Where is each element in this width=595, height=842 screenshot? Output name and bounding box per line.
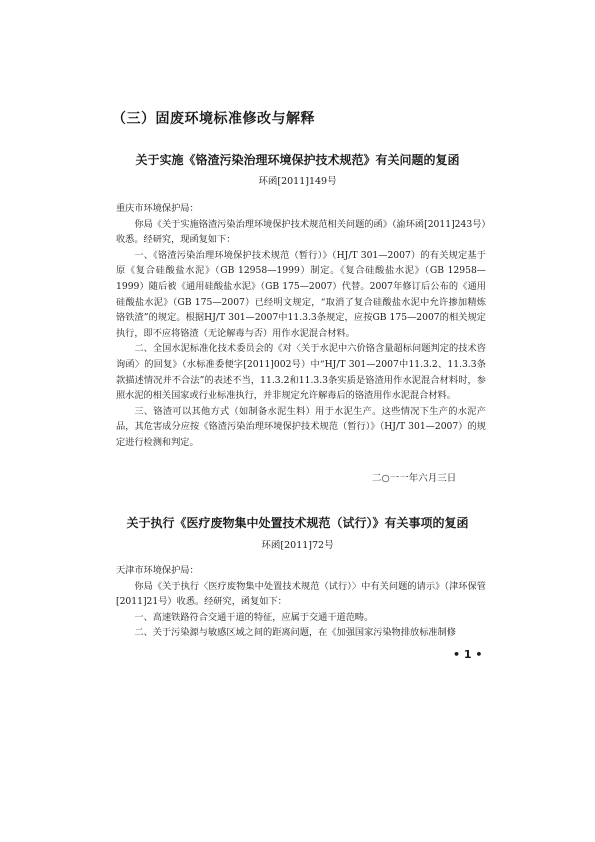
section-heading: （三）固废环境标准修改与解释 bbox=[112, 111, 315, 127]
reply1-body bbox=[116, 201, 486, 451]
reply1-paragraph: 二、全国水泥标准化技术委员会的《对〈关于水泥中六价铬含量超标问题判定的技术咨询函〉的回复》（水标准委便字[2011]002号）中“HJ/T 301—2007中11.3.2、11.3.3条款描述情况并不合法”的表述不当，11.3.2和11.3.3条实质是铬渣用作水泥混合材料时，参照水泥的相关国家或行业标准执行，并非规定允许解毒后的铬渣用作水泥混合材料。 bbox=[116, 343, 486, 402]
reply1-paragraph: 三、铬渣可以其他方式（如制备水泥生料）用于水泥生产。这些情况下生产的水泥产品，其危害成分应按《铬渣污染治理环境保护技术规范（暂行）》（HJ/T 301—2007）的规定进行检测和判定。 bbox=[116, 405, 486, 448]
reply1-paragraph: 你局《关于实施铬渣污染治理环境保护技术规范相关问题的函》（渝环函[2011]243号）收悉。经研究，现函复如下： bbox=[116, 218, 486, 246]
reply1-title: 关于实施《铬渣污染治理环境保护技术规范》有关问题的复函 bbox=[135, 153, 460, 167]
reply2-title: 关于执行《医疗废物集中处置技术规范（试行）》有关事项的复函 bbox=[126, 516, 469, 530]
reply1-number: 环函[2011]149号 bbox=[258, 176, 337, 187]
reply1-salutation: 重庆市环境保护局： bbox=[116, 203, 199, 214]
reply1-date: 二○一一年六月三日 bbox=[372, 473, 457, 484]
reply2-paragraph: 一、高速铁路符合交通干道的特征，应属于交通干道范畴。 bbox=[134, 611, 374, 623]
reply2-paragraph: 二、关于污染源与敏感区域之间的距离问题，在《加强国家污染物排放标准制修 bbox=[134, 627, 456, 639]
reply2-salutation: 天津市环境保护局： bbox=[116, 565, 199, 576]
reply2-body bbox=[116, 563, 486, 641]
reply2-number: 环函[2011]72号 bbox=[261, 540, 334, 551]
page-number: • 1 • bbox=[453, 648, 483, 661]
reply1-paragraph: 一、《铬渣污染治理环境保护技术规范（暂行）》（HJ/T 301—2007）的有关规定基于原《复合硅酸盐水泥》（GB 12958—1999）制定。《复合硅酸盐水泥》（GB 12958—1999）随后被《通用硅酸盐水泥》（GB 175—2007）代替。2007年修订后公布的《通用硅酸盐水泥》（GB 175—2007）已经明文规定，“取消了复合硅酸盐水泥中允许掺加精炼铬铁渣”的规定。根据HJ/T 301—2007中11.3.3条规定，应按GB 175—2007的相关规定执行，即不应将铬渣（无论解毒与否）用作水泥混合材料。 bbox=[116, 249, 486, 339]
reply2-paragraph: 你局《关于执行〈医疗废物集中处置技术规范（试行）〉中有关问题的请示》（津环保管[2011]21号）收悉。经研究，函复如下： bbox=[116, 580, 486, 608]
